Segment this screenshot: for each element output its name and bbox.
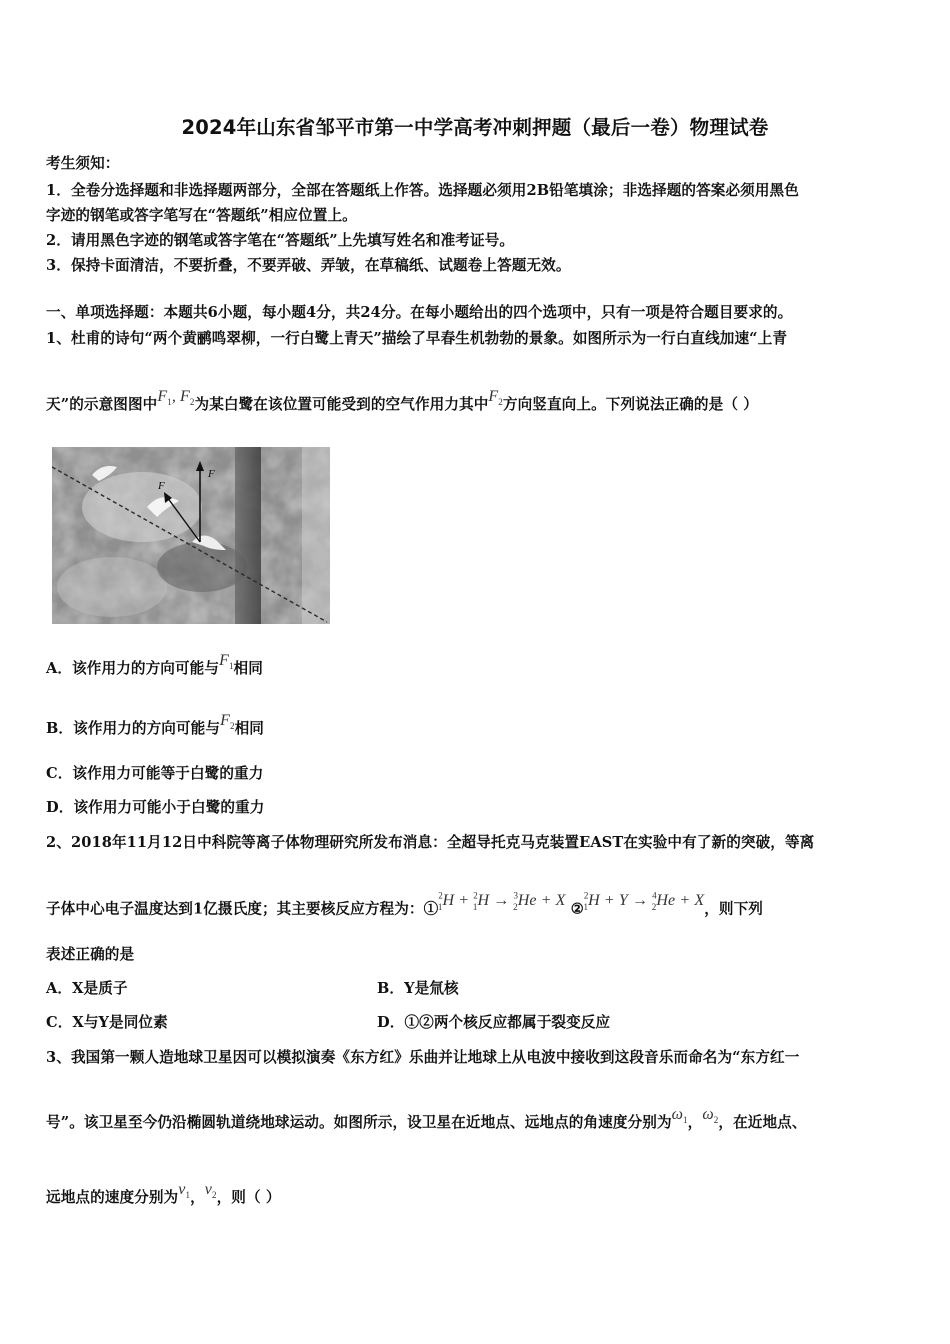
- page-title: 2024年山东省邹平市第一中学高考冲刺押题（最后一卷）物理试卷: [181, 116, 769, 139]
- q1-f2-formula-b: $F_2$: [220, 712, 235, 732]
- q1-line2: 天”的示意图图中$F_1$, $F_2$为某白鹭在该位置可能受到的空气作用力其中$F_2$方向竖直向上。下列说法正确的是（ ）: [46, 388, 758, 413]
- q2-line2: 子体中心电子温度达到1亿摄氏度；其主要核反应方程为：①$^2_1$H + $^2_1$H → $^3_2$He + X ②$^2_1$H + Y → $^4_2$He + X，则下列: [46, 891, 763, 918]
- q3-omega1-formula: $\omega_1$: [671, 1106, 688, 1126]
- q2-reaction-1: $^2_1$H + $^2_1$H → $^3_2$He + X: [437, 891, 566, 912]
- q1-f2-formula: $F_2$: [488, 388, 503, 408]
- notice-item-1-cont: 字迹的钢笔或答字笔写在“答题纸”相应位置上。: [46, 207, 357, 224]
- q2-line3: 表述正确的是: [46, 946, 135, 963]
- q2-option-c[interactable]: C．X与Y是同位素: [46, 1014, 168, 1031]
- section-heading: 一、单项选择题：本题共6小题，每小题4分，共24分。在每小题给出的四个选项中，只有一项是符合题目要求的。: [46, 304, 793, 321]
- egret-figure: [52, 447, 330, 624]
- q1-f1-formula: $F_1$: [219, 652, 234, 672]
- q3-line3: 远地点的速度分别为$v_1$，$v_2$，则（ ）: [46, 1181, 281, 1206]
- q1-line1: 1、杜甫的诗句“两个黄鹂鸣翠柳，一行白鹭上青天”描绘了早春生机勃勃的景象。如图所示为一行白直线加速“上青: [46, 330, 788, 347]
- notice-item-2: 2．请用黑色字迹的钢笔或答字笔在“答题纸”上先填写姓名和准考证号。: [46, 232, 515, 249]
- svg-text:F: F: [158, 480, 165, 492]
- q1-option-d[interactable]: D．该作用力可能小于白鹭的重力: [46, 799, 265, 816]
- q3-line2: 号”。该卫星至今仍沿椭圆轨道绕地球运动。如图所示，设卫星在近地点、远地点的角速度分别为$\omega_1$，$\omega_2$，在近地点、: [46, 1106, 807, 1131]
- egret-photo-illustration: [52, 447, 330, 624]
- notice-item-1: 1．全卷分选择题和非选择题两部分，全部在答题纸上作答。选择题必须用2B铅笔填涂；非选择题的答案必须用黑色: [46, 182, 799, 199]
- q1-f1f2-formula: $F_1$, $F_2$: [157, 388, 195, 408]
- q1-option-c[interactable]: C．该作用力可能等于白鹭的重力: [46, 765, 264, 782]
- q3-v1-formula: $v_1$: [178, 1181, 191, 1201]
- q2-option-b[interactable]: B．Y是氚核: [377, 980, 459, 997]
- q2-option-a[interactable]: A．X是质子: [46, 980, 128, 997]
- q2-line1: 2、2018年11月12日中科院等离子体物理研究所发布消息：全超导托克马克装置EAST在实验中有了新的突破，等离: [46, 834, 815, 851]
- svg-text:F: F: [208, 468, 215, 480]
- q1-option-a[interactable]: A．该作用力的方向可能与$F_1$相同: [46, 652, 263, 677]
- q3-v2-formula: $v_2$: [204, 1181, 217, 1201]
- q3-omega2-formula: $\omega_2$: [702, 1106, 719, 1126]
- q1-option-b[interactable]: B．该作用力的方向可能与$F_2$相同: [46, 712, 264, 737]
- notice-item-3: 3．保持卡面清洁，不要折叠，不要弄破、弄皱，在草稿纸、试题卷上答题无效。: [46, 257, 571, 274]
- q3-line1: 3、我国第一颗人造地球卫星因可以模拟演奏《东方红》乐曲并让地球上从电波中接收到这段音乐而命名为“东方红一: [46, 1049, 800, 1066]
- q2-option-d[interactable]: D．①②两个核反应都属于裂变反应: [377, 1014, 611, 1031]
- notice-heading: 考生须知：: [46, 155, 120, 172]
- q2-reaction-2: $^2_1$H + Y → $^4_2$He + X: [583, 891, 705, 912]
